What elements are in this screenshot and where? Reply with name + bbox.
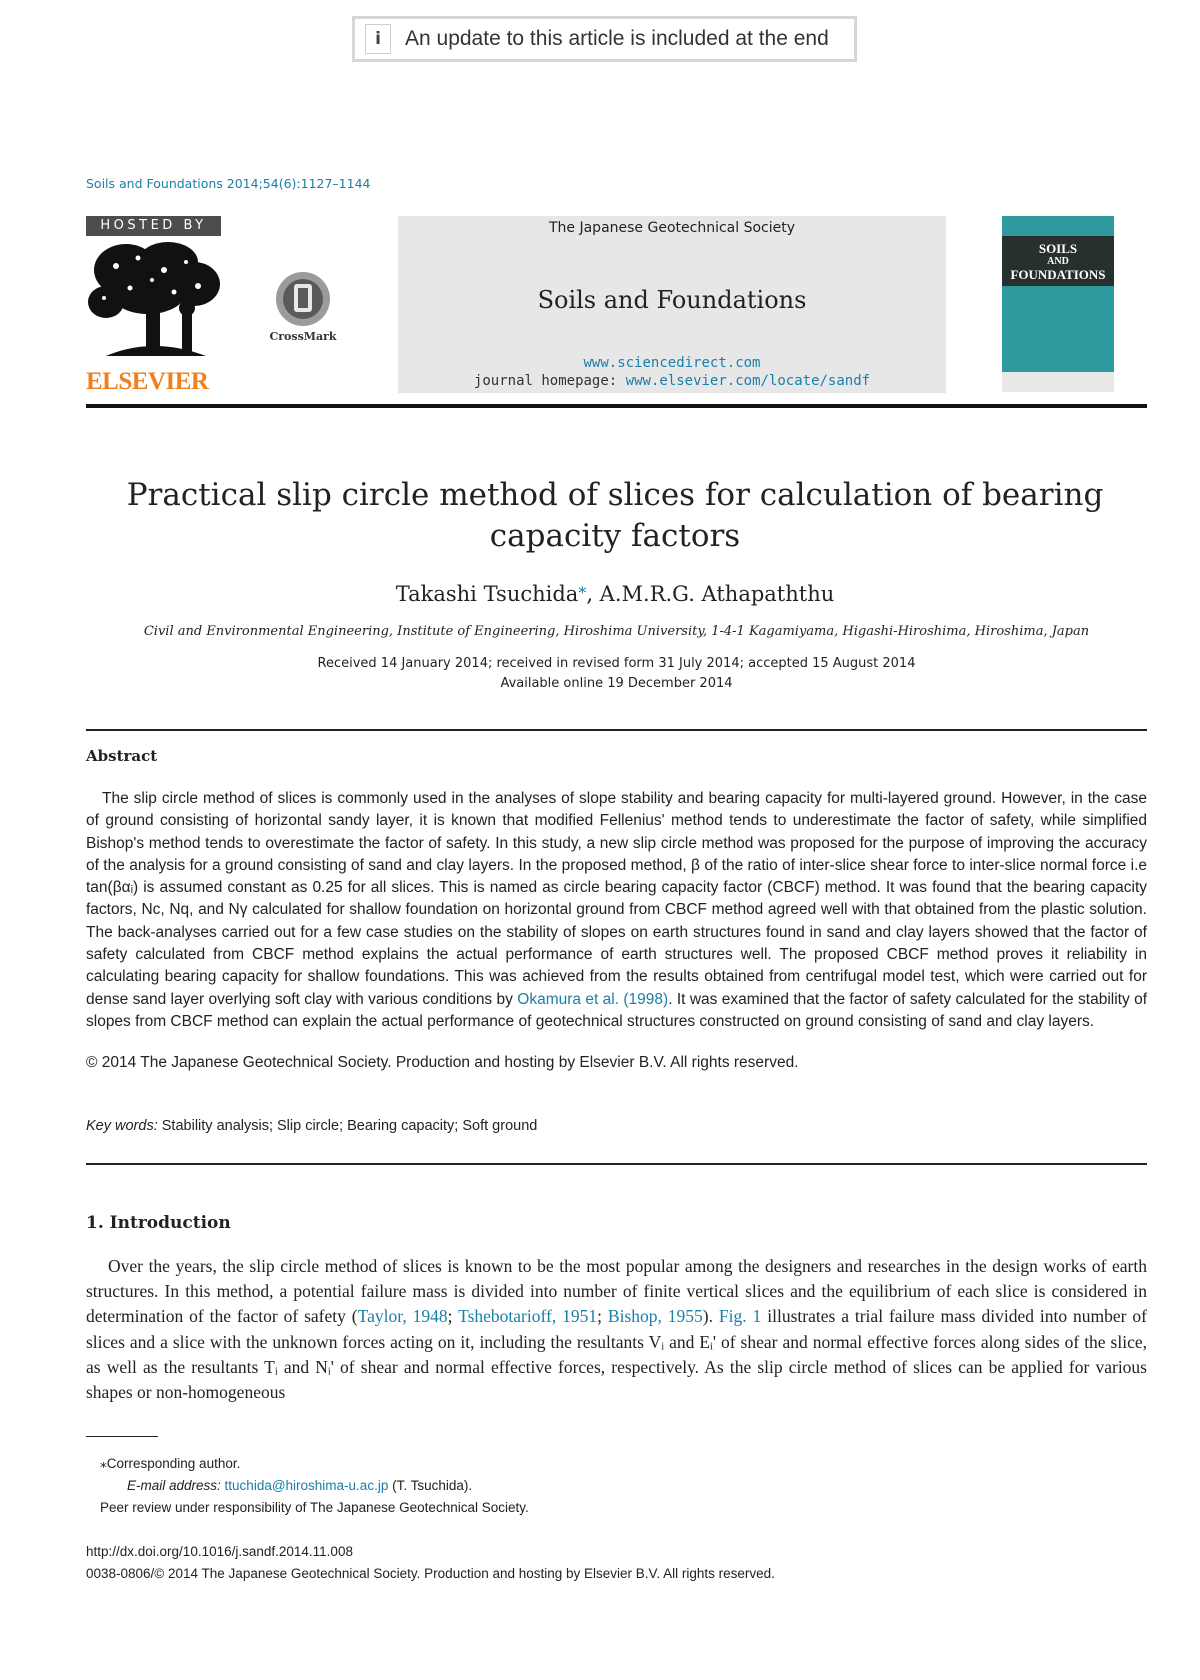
- corresponding-author-note: ⁎Corresponding author.: [100, 1456, 241, 1471]
- abstract-top-divider: [86, 729, 1147, 731]
- journal-reference[interactable]: Soils and Foundations 2014;54(6):1127–1144: [86, 176, 371, 191]
- author-name: Takashi Tsuchida: [395, 582, 579, 606]
- homepage-label: journal homepage:: [473, 373, 626, 389]
- email-owner: (T. Tsuchida).: [388, 1478, 473, 1493]
- keywords-label: Key words:: [86, 1118, 158, 1134]
- abstract-copyright: © 2014 The Japanese Geotechnical Society. Production and hosting by Elsevier B.V. All rights reserved.: [86, 1054, 799, 1071]
- body-text: ;: [447, 1306, 459, 1327]
- abstract-bottom-divider: [86, 1163, 1147, 1165]
- peer-review-note: Peer review under responsibility of The Japanese Geotechnical Society.: [100, 1500, 529, 1515]
- society-name: The Japanese Geotechnical Society: [548, 220, 795, 236]
- journal-homepage: [398, 373, 946, 389]
- header-divider: [86, 404, 1147, 408]
- cover-title-line: AND: [1047, 256, 1069, 267]
- body-text: Over the years, the slip circle method of slices is known to be the most popular among the designers and researches in the design works of earth structures. In this method, a potential failure mass is divided into number of finite vertical slices and the equilibrium of each slice is considered in determination of the factor of safety (: [86, 1256, 1147, 1327]
- doi-link[interactable]: http://dx.doi.org/10.1016/j.sandf.2014.11.008: [86, 1544, 353, 1559]
- email-link[interactable]: ttuchida@hiroshima-u.ac.jp: [220, 1478, 389, 1493]
- body-text: ;: [597, 1306, 608, 1327]
- info-icon: i: [365, 24, 391, 54]
- body-text: illustrates a trial failure mass divided into number of slices and a slice with the unknown forces acting on it, including the resultants Vᵢ and Eᵢ' of shear and normal effective forces along sides of the slice, as well as the resultants Tᵢ and Nᵢ' of shear and normal effective forces, respectively. As the slip circle method of slices can be applied for various shapes or non-homogeneous: [86, 1306, 1147, 1403]
- email-label: E-mail address:: [127, 1478, 221, 1493]
- abstract-body: [86, 788, 1147, 1033]
- section-heading: 1. Introduction: [86, 1213, 231, 1233]
- reference-link[interactable]: Bishop, 1955: [607, 1306, 703, 1327]
- cover-title: [1002, 242, 1114, 281]
- corresponding-author-marker[interactable]: ⁎: [578, 578, 587, 597]
- hosted-by-label: HOSTED BY: [86, 216, 221, 236]
- journal-name: Soils and Foundations: [537, 286, 807, 314]
- received-dates: Received 14 January 2014; received in revised form 31 July 2014; accepted 15 August 2014: [317, 656, 916, 671]
- authors: [120, 578, 1110, 606]
- author-name: , A.M.R.G. Athapaththu: [586, 582, 835, 606]
- elsevier-wordmark: ELSEVIER: [86, 368, 209, 395]
- reference-link[interactable]: Taylor, 1948: [357, 1306, 448, 1327]
- footnote-divider: [86, 1436, 158, 1437]
- elsevier-tree-logo: [86, 240, 221, 366]
- reference-link[interactable]: Okamura et al. (1998): [517, 990, 669, 1008]
- update-banner[interactable]: [352, 16, 857, 62]
- affiliation: Civil and Environmental Engineering, Institute of Engineering, Hiroshima University, 1-4-1 Kagamiyama, Higashi-Hiroshima, Hiroshima, Japan: [143, 624, 1090, 639]
- keywords-list: Stability analysis; Slip circle; Bearing capacity; Soft ground: [157, 1118, 538, 1134]
- homepage-link[interactable]: www.elsevier.com/locate/sandf: [625, 373, 871, 389]
- cover-footer-strip: [1002, 372, 1114, 392]
- abstract-heading: Abstract: [86, 747, 158, 765]
- email-note: [127, 1478, 472, 1493]
- article-title: Practical slip circle method of slices for calculation of bearing capacity factors: [126, 477, 1104, 554]
- reference-link[interactable]: Tshebotarioff, 1951: [458, 1306, 598, 1327]
- sciencedirect-link[interactable]: www.sciencedirect.com: [583, 355, 761, 371]
- body-text: ).: [702, 1306, 719, 1327]
- cover-title-line: SOILS: [1038, 241, 1078, 256]
- abstract-text: . It was examined that the factor of safety calculated for the stability of slopes from CBCF method can explain the actual performance of geotechnical structures constructed on ground consisting of sand and clay layers.: [86, 990, 1148, 1030]
- figure-link[interactable]: Fig. 1: [718, 1306, 762, 1327]
- crossmark-label: CrossMark: [269, 330, 337, 343]
- available-online-date: Available online 19 December 2014: [500, 676, 733, 691]
- introduction-paragraph: [86, 1254, 1147, 1405]
- keywords: [86, 1118, 537, 1134]
- cover-title-line: FOUNDATIONS: [1010, 267, 1106, 282]
- update-banner-text: An update to this article is included at the end: [405, 27, 829, 50]
- issn-copyright: 0038-0806/© 2014 The Japanese Geotechnical Society. Production and hosting by Elsevier B.V. All rights reserved.: [86, 1566, 775, 1581]
- abstract-text: The slip circle method of slices is commonly used in the analyses of slope stability and bearing capacity for multi-layered ground. However, in the case of ground consisting of horizontal sandy layer, it is known that modified Fellenius' method tends to underestimate the factor of safety, while simplified Bishop's method tends to overestimate the factor of safety. In this study, a new slip circle method was proposed for the purpose of improving the accuracy of the analysis for a ground consisting of sand and clay layers. In the proposed method, β of the ratio of inter-slice shear force to inter-slice normal force i.e tan(βαᵢ) is assumed constant as 0.25 for all slices. This is named as circle bearing capacity factor (CBCF) method. It was found that the bearing capacity factors, Nc, Nq, and Nγ calculated for shallow foundation on horizontal ground from CBCF method agreed well with that obtained from the plastic solution. The back-analyses carried out for a few case studies on the stability of slopes on earth structures found in sand and clay layers showed that the factor of safety calculated from CBCF method explains the actual performance of earth structures well. The proposed CBCF method proves it reliability in calculating bearing capacity for shallow foundations. This was achieved from the results obtained from centrifugal model test, which were carried out for dense sand layer overlying soft clay with various conditions by: [86, 790, 1147, 1008]
